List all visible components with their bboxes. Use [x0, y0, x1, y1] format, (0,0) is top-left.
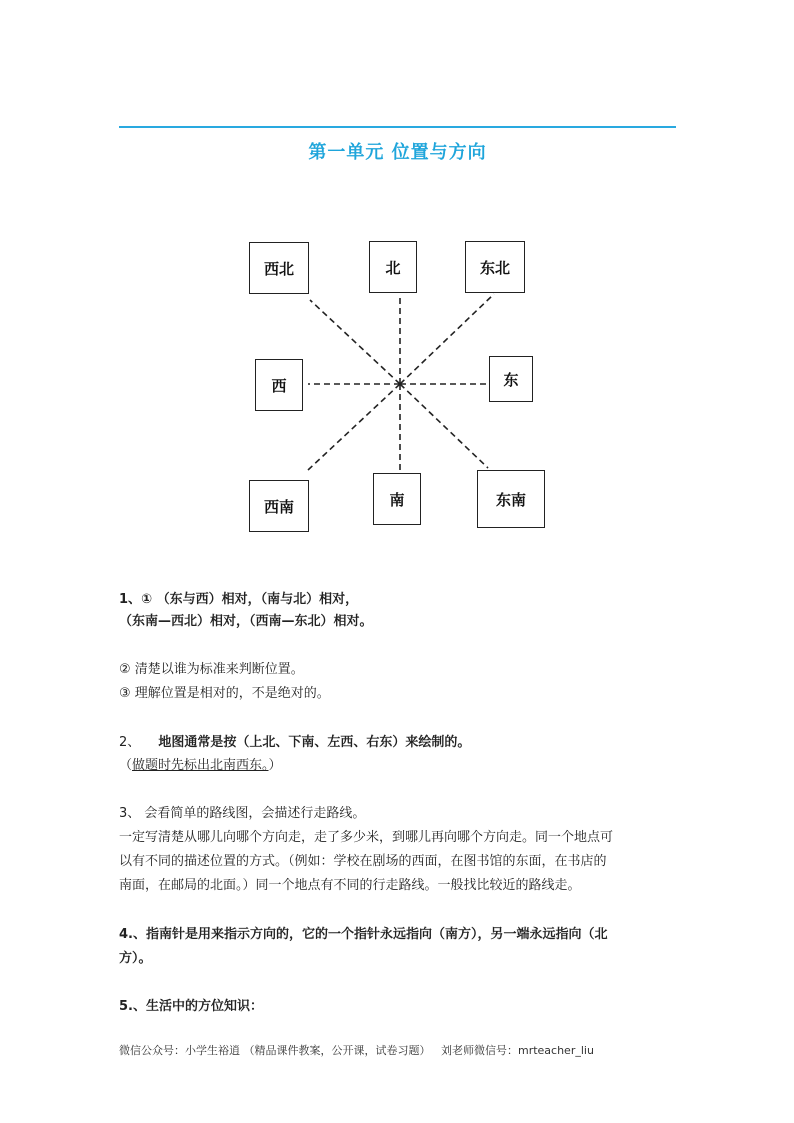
item-2-text: 地图通常是按（上北、下南、左西、右东）来绘制的。 — [158, 735, 471, 750]
item-3-line-3: 以有不同的描述位置的方式。（例如：学校在剧场的西面，在图书馆的东面，在书店的 — [119, 854, 607, 869]
item-4-line-1: 4.、指南针是用来指示方向的，它的一个指针永远指向（南方），另一端永远指向（北 — [119, 927, 608, 942]
page-title: 第一单元 位置与方向 — [308, 142, 487, 163]
box-east: 东 — [489, 356, 533, 402]
box-northeast: 东北 — [465, 241, 525, 293]
page-footer: 微信公众号：小学生裕逍 （精品课件教案，公开课，试卷习题） 刘老师微信号：mrteacher_liu — [119, 1044, 594, 1057]
item-1-line-1: 1、① （东与西）相对，（南与北）相对， — [119, 592, 359, 607]
item-4-line-2: 方）。 — [119, 951, 152, 966]
item-5-line-1: 5.、生活中的方位知识： — [119, 999, 263, 1014]
box-southwest: 西南 — [249, 480, 309, 532]
box-southeast: 东南 — [477, 470, 545, 528]
box-south: 南 — [373, 473, 421, 525]
box-northwest: 西北 — [249, 242, 309, 294]
item-2-note-close: ） — [268, 758, 282, 773]
line-northwest — [310, 300, 400, 384]
line-northeast — [400, 294, 494, 384]
item-2-line — [119, 731, 679, 755]
item-2-number: 2、 — [119, 735, 141, 750]
item-1-line-4: ③ 理解位置是相对的，不是绝对的。 — [119, 686, 330, 701]
line-southwest — [308, 384, 400, 470]
box-north: 北 — [369, 241, 417, 293]
header-rule — [119, 126, 676, 128]
compass-diagram — [230, 228, 570, 548]
item-1-line-2: （东南—西北）相对，（西南—东北）相对。 — [119, 614, 373, 629]
item-2-note-text: 做题时先标出北南西东。 — [132, 758, 269, 773]
item-1-line-3: ② 清楚以谁为标准来判断位置。 — [119, 662, 304, 677]
item-3-line-1: 3、 会看简单的路线图，会描述行走路线。 — [119, 806, 366, 821]
item-2-note — [119, 754, 679, 778]
item-3-line-2: 一定写清楚从哪儿向哪个方向走，走了多少米，到哪儿再向哪个方向走。同一个地点可 — [119, 830, 614, 845]
item-2-note-open: （ — [119, 758, 133, 773]
line-southeast — [400, 384, 488, 468]
box-west: 西 — [255, 359, 303, 411]
item-3-line-4: 南面，在邮局的北面。）同一个地点有不同的行走路线。一般找比较近的路线走。 — [119, 878, 581, 893]
